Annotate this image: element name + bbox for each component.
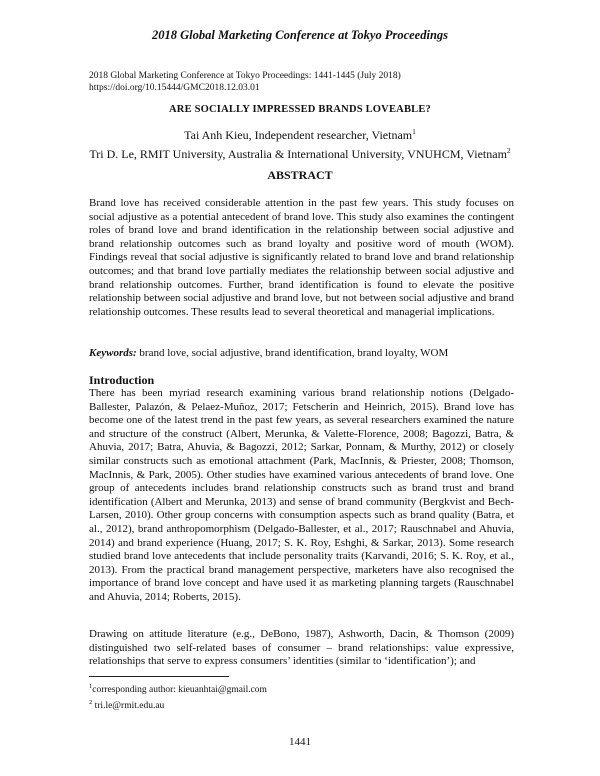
paper-title: ARE SOCIALLY IMPRESSED BRANDS LOVEABLE?: [169, 104, 431, 115]
footnote-text: corresponding author: kieuanhtai@gmail.com: [92, 685, 267, 696]
author-footnote-mark: 2: [506, 146, 511, 155]
footnote-mark: 1: [89, 683, 93, 690]
abstract-text: Brand love has received considerable attention in the past few years. This study focuses on social adjustive as a potential antecedent of brand love. This study also examines the contingent roles of brand love and brand identification in the relationship between social adjustive and brand relationship outcomes such as brand loyalty and positive word of mouth (WOM). Findings reveal that social adjustive is significantly related to brand love and brand relationship outcomes; and that brand love partially mediates the relationship between social adjustive and brand relationship outcomes. Further, brand identification is found to elevate the positive relationship between social adjustive and brand love, but not between social adjustive and brand relationship outcomes. These results lead to several theoretical and managerial implications.: [89, 197, 514, 318]
author-name: Tri D. Le, RMIT University, Australia & International University, VNUHCM, Vietnam: [89, 147, 507, 161]
author-line-1: [0, 124, 600, 143]
footnote-2: [89, 697, 267, 713]
footnote-text: tri.le@rmit.edu.au: [92, 700, 165, 711]
running-header: 2018 Global Marketing Conference at Tokyo Proceedings: [151, 28, 449, 42]
keywords-text: brand love, social adjustive, brand identification, brand loyalty, WOM: [136, 347, 449, 359]
abstract-heading: ABSTRACT: [267, 168, 333, 182]
keywords-line: [89, 347, 514, 361]
author-list: [0, 124, 600, 162]
citation-line: 2018 Global Marketing Conference at Tokyo Proceedings: 1441-1445 (July 2018): [89, 71, 401, 81]
introduction-heading: Introduction: [89, 373, 155, 387]
footnote-divider: [89, 676, 229, 677]
author-line-2: [0, 143, 600, 162]
doi-link[interactable]: https://doi.org/10.15444/GMC2018.12.03.01: [89, 83, 260, 93]
citation-block: [89, 70, 401, 94]
introduction-paragraph-2: Drawing on attitude literature (e.g., DeBono, 1987), Ashworth, Dacin, & Thomson (2009) distinguished two self-related bases of consumer – brand relationships: value expressive, relationships that serve to express consumers’ identities (similar to ‘identification’); and: [89, 628, 514, 668]
footnotes: [89, 681, 267, 712]
author-footnote-mark: 1: [412, 127, 416, 136]
author-name: Tai Anh Kieu, Independent researcher, Vietnam: [184, 128, 413, 142]
introduction-paragraph-1: There has been myriad research examining various brand relationship notions (Delgado-Ballester, Palazón, & Pelaez-Muñoz, 2017; Fetscherin and Heinrich, 2015). Brand love has become one of the latest trend in the past few years, as several researchers examined the nature and structure of the construct (Albert, Merunka, & Valette-Florence, 2008; Bagozzi, Batra, & Ahuvia, 2017; Batra, Ahuvia, & Bagozzi, 2012; Sarkar, Ponnam, & Murthy, 2012) or closely similar constructs such as emotional attachment (Park, MacInnis, & Priester, 2008; Thomson, MacInnis, & Park, 2005). Other studies have examined various antecedents of brand love. One group of antecedents includes brand relationship constructs such as brand trust and brand identification (Albert and Merunka, 2013) and sense of brand community (Bergkvist and Bech-Larsen, 2010). Other group concerns with consumption aspects such as brand quality (Batra, et al., 2012), brand anthropomorphism (Delgado-Ballester, et al., 2017; Rauschnabel and Ahuvia, 2014) and brand experience (Huang, 2017; S. K. Roy, Eshghi, & Sarkar, 2013). Some research studied brand love antecedents that include personality traits (Karvandi, 2016; S. K. Roy, et al., 2013). From the practical brand management perspective, marketers have also recognised the importance of brand love concept and have used it as marketing planning targets (Rauschnabel and Ahuvia, 2014; Roberts, 2015).: [89, 387, 514, 603]
footnote-mark: 2: [89, 698, 93, 706]
footnote-1: [89, 681, 267, 697]
keywords-label: Keywords:: [89, 347, 137, 359]
page-number: 1441: [289, 736, 311, 748]
